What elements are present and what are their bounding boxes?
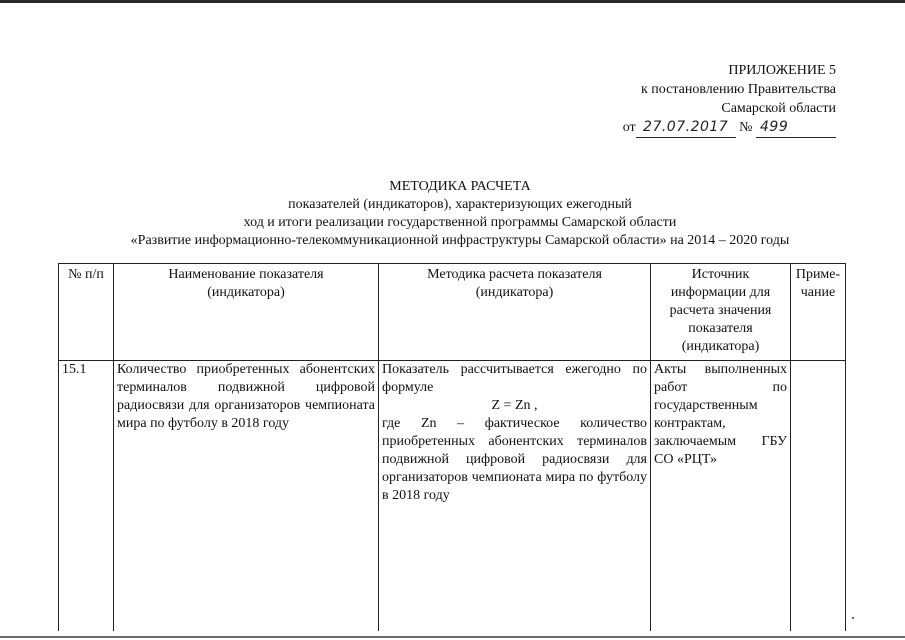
header-line: расчета значения xyxy=(669,303,772,318)
table-row xyxy=(59,361,846,632)
header-line: показателя xyxy=(688,321,753,336)
header-line: (индикатора) xyxy=(681,339,760,354)
row-name-cell xyxy=(114,361,379,632)
row-note-cell xyxy=(791,361,846,632)
title-subline-2: ход и итоги реализации государственной программы Самарской области xyxy=(243,215,677,230)
header-line: Источник xyxy=(691,267,750,282)
scan-top-edge xyxy=(0,0,905,3)
header-line: Методика расчета показателя xyxy=(427,267,602,282)
table-header-row xyxy=(59,264,846,361)
appendix-region-line: Самарской области xyxy=(721,101,836,116)
header-line: Приме- xyxy=(795,267,841,282)
date-field xyxy=(636,118,736,138)
header-line: № п/п xyxy=(68,267,104,282)
number-field xyxy=(756,118,836,138)
row-number-cell xyxy=(59,361,114,632)
header-cell-method xyxy=(379,264,651,361)
header-line: (индикатора) xyxy=(207,285,285,300)
header-line: Наименование показателя xyxy=(168,267,324,282)
method-detail: где Zn – фактическое количество приобретенных абонентских терминалов подвижной цифровой радиосвязи для организаторов чемпионата мира по футболу в 2018 году xyxy=(382,416,647,503)
scan-speck xyxy=(852,617,854,619)
document-title: МЕТОДИКА РАСЧЕТА xyxy=(389,179,531,194)
appendix-date-row xyxy=(600,118,836,138)
number-prefix: № xyxy=(739,120,753,135)
row-number: 15.1 xyxy=(62,362,87,377)
scan-bottom-edge xyxy=(0,636,905,638)
header-line: информации для xyxy=(670,285,771,300)
appendix-resolution-line: к постановлению Правительства xyxy=(640,82,836,97)
header-cell-name xyxy=(114,264,379,361)
row-name: Количество приобретенных абонентских терминалов подвижной цифровой радиосвязи для организаторов чемпионата мира по футболу в 2018 году xyxy=(117,362,375,431)
header-cell-number xyxy=(59,264,114,361)
title-subline-1: показателей (индикаторов), характеризующих ежегодный xyxy=(288,197,632,212)
handwritten-date: 27.07.2017 xyxy=(643,119,729,135)
header-cell-note xyxy=(791,264,846,361)
header-line: чание xyxy=(800,285,836,300)
date-prefix: от xyxy=(622,120,636,135)
appendix-label: ПРИЛОЖЕНИЕ 5 xyxy=(728,63,836,78)
row-source: Акты выполненных работ по государственным контрактам, заключаемым ГБУ СО «РЦТ» xyxy=(654,362,787,467)
method-intro: Показатель рассчитывается ежегодно по формуле xyxy=(382,362,647,395)
title-subline-3: «Развитие информационно-телекоммуникационной инфраструктуры Самарской области» на 2014 – 2020 годы xyxy=(130,233,790,248)
row-method-cell xyxy=(379,361,651,632)
header-cell-source xyxy=(651,264,791,361)
method-formula: Z = Zn , xyxy=(491,398,538,413)
indicator-table xyxy=(58,263,846,631)
document-title-block xyxy=(90,178,830,250)
appendix-header xyxy=(600,61,836,138)
handwritten-number: 499 xyxy=(760,119,789,135)
header-line: (индикатора) xyxy=(475,285,554,300)
row-source-cell xyxy=(651,361,791,632)
